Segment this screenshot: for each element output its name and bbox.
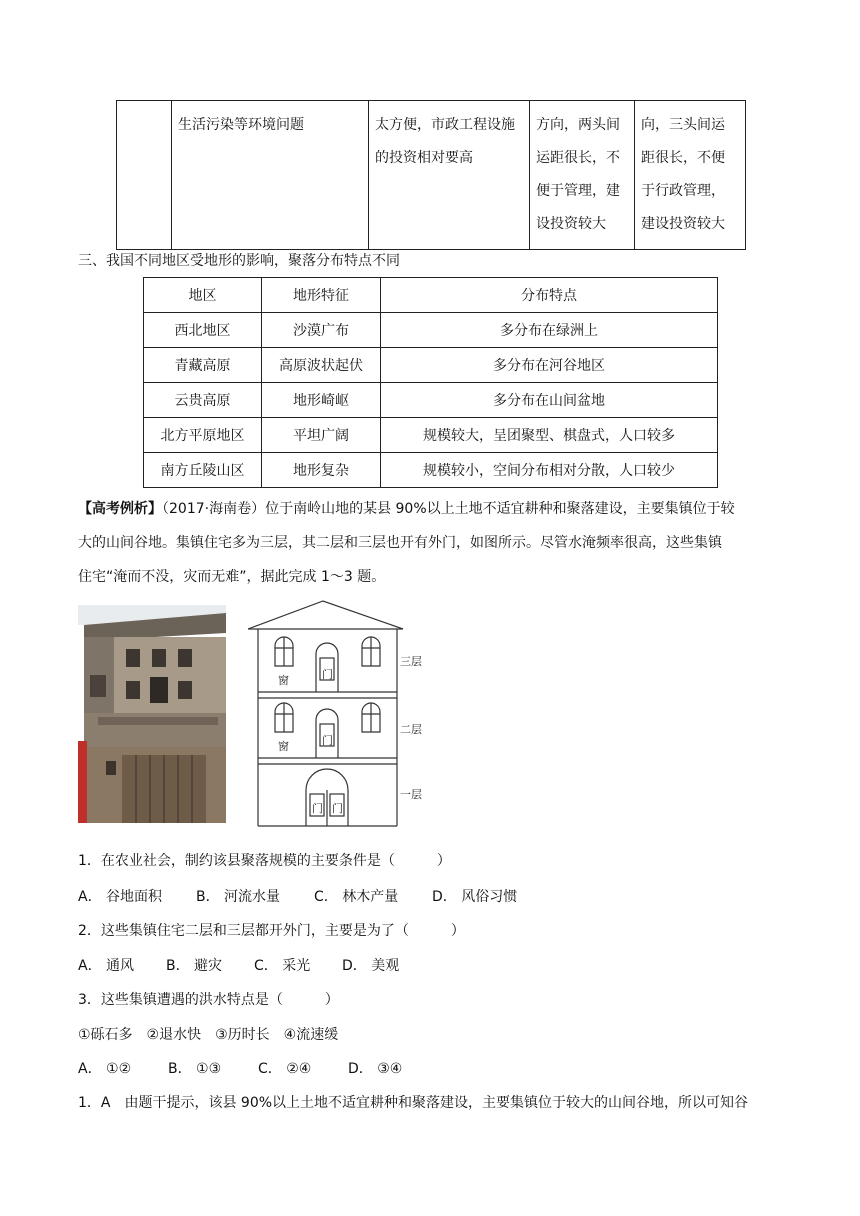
- cell-text: 方向，两头间: [536, 117, 620, 133]
- table-cell: 北方平原地区: [144, 418, 262, 453]
- table-cell: 高原波状起伏: [262, 348, 381, 383]
- question-2-options: [78, 955, 399, 975]
- table-cell-empty: [117, 101, 172, 250]
- cell-text: 于行政管理，: [641, 183, 725, 199]
- option-b: B． ①③: [168, 1061, 222, 1077]
- terrain-table: [143, 277, 718, 488]
- question-3-options: [78, 1058, 402, 1078]
- exam-text: （2017·海南卷）位于南岭山地的某县 90%以上土地不适宜耕种和聚落建设，主要集镇位于较: [162, 501, 735, 517]
- table-row: [117, 101, 746, 250]
- door-label: 门: [322, 734, 333, 747]
- option-a: A． ①②: [78, 1061, 132, 1077]
- table-cell: 地形崎岖: [262, 383, 381, 418]
- table-cell: 多分布在河谷地区: [381, 348, 718, 383]
- table-cell: 规模较大，呈团聚型、棋盘式，人口较多: [381, 418, 718, 453]
- continuation-table: [116, 100, 746, 250]
- cell-text: 向，三头间运: [641, 117, 725, 133]
- table-row: [144, 418, 718, 453]
- table-row: [144, 348, 718, 383]
- cell-text: 运距很长，不: [536, 150, 620, 166]
- question-1-options: [78, 886, 517, 906]
- door-label: 门: [312, 802, 323, 815]
- table-cell: [635, 101, 746, 250]
- door-label: 门: [332, 802, 343, 815]
- table-header-row: [144, 278, 718, 313]
- cell-text: 太方便，市政工程设施: [375, 117, 515, 133]
- option-c: C． 林木产量: [314, 889, 399, 905]
- exam-text: 大的山间谷地。集镇住宅多为三层，其二层和三层也开有外门，如图所示。尽管水淹频率很高，这些集镇: [78, 535, 722, 551]
- question-3-stem: 3．这些集镇遭遇的洪水特点是（ ）: [78, 992, 339, 1008]
- question-2-stem: 2．这些集镇住宅二层和三层都开外门，主要是为了（ ）: [78, 923, 465, 939]
- option-a: A． 谷地面积: [78, 889, 163, 905]
- cell-text: 的投资相对要高: [375, 150, 473, 166]
- table-row: [144, 453, 718, 488]
- exam-text: 住宅“淹而不没，灾而无难”，据此完成 1～3 题。: [78, 569, 386, 585]
- option-c: C． 采光: [254, 958, 311, 974]
- exam-paragraph: [78, 492, 784, 594]
- header-cell: 地区: [144, 278, 262, 313]
- section-heading: 三、我国不同地区受地形的影响，聚落分布特点不同: [78, 253, 400, 269]
- table-cell: 西北地区: [144, 313, 262, 348]
- table-row: [144, 383, 718, 418]
- option-b: B． 避灾: [166, 958, 223, 974]
- table-cell: 地形复杂: [262, 453, 381, 488]
- cell-text: 便于管理，建: [536, 183, 620, 199]
- exam-tag: 【高考例析】: [78, 501, 162, 517]
- table-row: [144, 313, 718, 348]
- cell-text: 距很长，不便: [641, 150, 725, 166]
- building-photo: [78, 605, 226, 823]
- answer-explanation: 1．A 由题干提示，该县 90%以上土地不适宜耕种和聚落建设，主要集镇位于较大的山间谷地，所以可知谷: [78, 1095, 749, 1111]
- table-cell: [369, 101, 530, 250]
- question-3-choices: ①砾石多 ②退水快 ③历时长 ④流速缓: [78, 1027, 339, 1043]
- header-cell: 地形特征: [262, 278, 381, 313]
- question-1-stem: 1．在农业社会，制约该县聚落规模的主要条件是（ ）: [78, 853, 451, 869]
- floor-label-1: 一层: [400, 788, 422, 801]
- cell-text: 建设投资较大: [641, 216, 725, 232]
- table-cell: [172, 101, 369, 250]
- building-diagram: [244, 598, 436, 832]
- table-cell: 多分布在山间盆地: [381, 383, 718, 418]
- table-cell: 多分布在绿洲上: [381, 313, 718, 348]
- window-label: 窗: [278, 740, 289, 753]
- cell-text: 设投资较大: [536, 216, 606, 232]
- floor-label-3: 三层: [400, 655, 422, 668]
- floor-label-2: 二层: [400, 723, 422, 736]
- option-b: B． 河流水量: [196, 889, 281, 905]
- table-cell: 青藏高原: [144, 348, 262, 383]
- window-label: 窗: [278, 674, 289, 687]
- table-cell: 规模较小，空间分布相对分散，人口较少: [381, 453, 718, 488]
- table-cell: 沙漠广布: [262, 313, 381, 348]
- option-d: D． 美观: [342, 958, 400, 974]
- option-d: D． 风俗习惯: [432, 889, 518, 905]
- cell-text: 生活污染等环境问题: [178, 117, 304, 133]
- table-cell: 平坦广阔: [262, 418, 381, 453]
- table-cell: 云贵高原: [144, 383, 262, 418]
- option-c: C． ②④: [258, 1061, 312, 1077]
- door-label: 门: [322, 668, 333, 681]
- option-d: D． ③④: [348, 1061, 403, 1077]
- option-a: A． 通风: [78, 958, 135, 974]
- table-cell: 南方丘陵山区: [144, 453, 262, 488]
- table-cell: [530, 101, 635, 250]
- header-cell: 分布特点: [381, 278, 718, 313]
